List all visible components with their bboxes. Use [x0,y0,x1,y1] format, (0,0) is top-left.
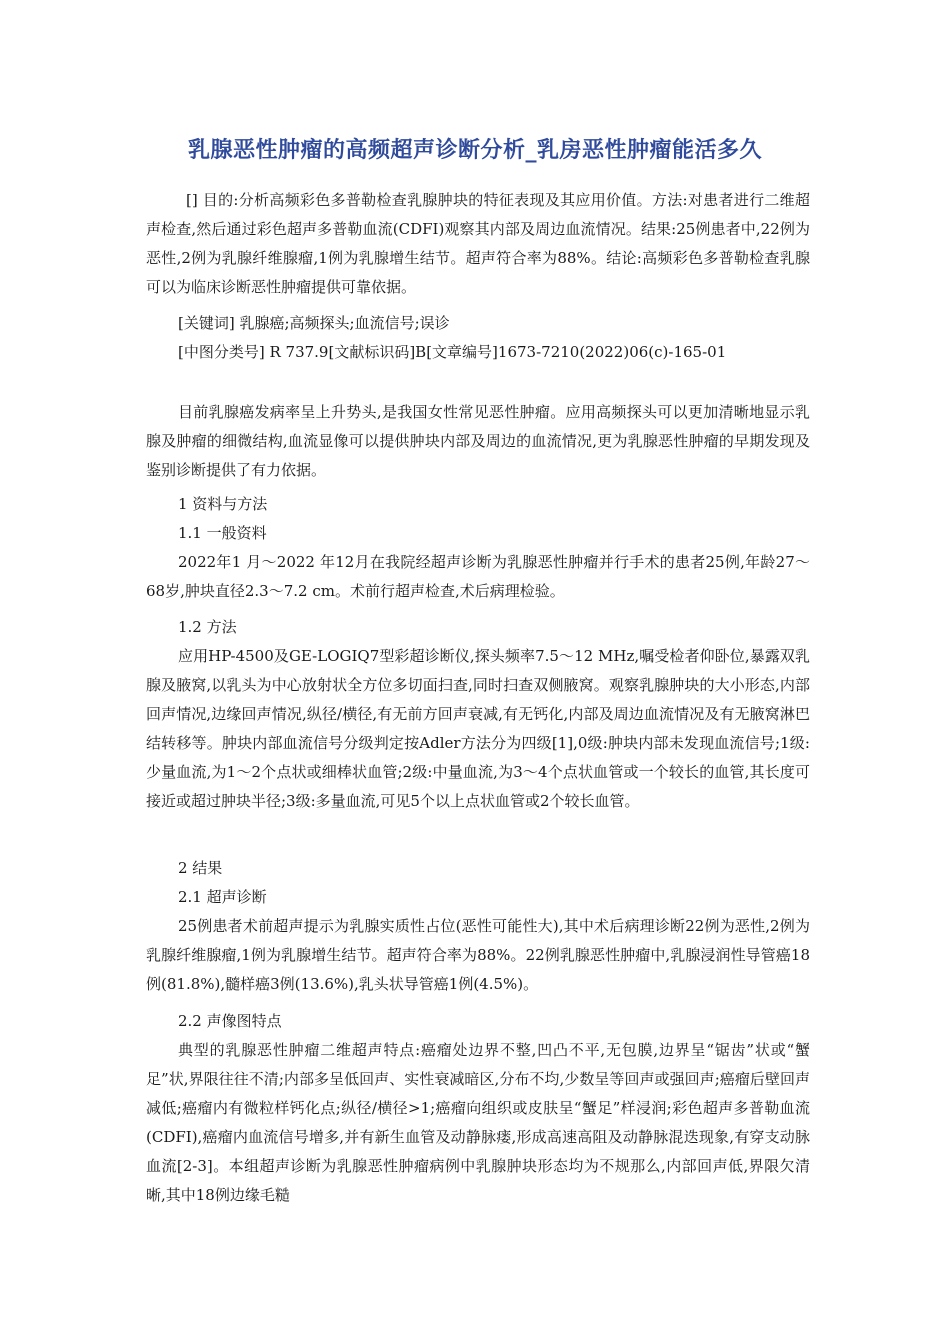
classification-line: [中图分类号] R 737.9[文献标识码]B[文章编号]1673-7210(2022)06(c)-165-01 [178,343,727,361]
abstract-paragraph: [] 目的:分析高频彩色多普勒检查乳腺肿块的特征表现及其应用价值。方法:对患者进行二维超声检查,然后通过彩色超声多普勒血流(CDFI)观察其内部及周边血流情况。结果:25例患者中,22例为恶性,2例为乳腺纤维腺瘤,1例为乳腺增生结节。超声符合率为88%。结论:高频彩色多普勒检查乳腺可以为临床诊断恶性肿瘤提供可靠依据。 [146,191,810,296]
section-2-1-heading: 2.1 超声诊断 [178,888,267,906]
section-1-1-paragraph: 2022年1 月～2022 年12月在我院经超声诊断为乳腺恶性肿瘤并行手术的患者25例,年龄27～68岁,肿块直径2.3～7.2 cm。术前行超声检查,术后病理检验。 [146,553,810,600]
section-1-2-paragraph: 应用HP-4500及GE-LOGIQ7型彩超诊断仪,探头频率7.5～12 MHz,嘱受检者仰卧位,暴露双乳腺及腋窝,以乳头为中心放射状全方位多切面扫查,同时扫查双侧腋窝。观察乳腺肿块的大小形态,内部回声情况,边缘回声情况,纵径/横径,有无前方回声衰减,有无钙化,内部及周边血流情况及有无腋窝淋巴结转移等。肿块内部血流信号分级判定按Adler方法分为四级[1],0级:肿块内部未发现血流信号;1级:少量血流,为1～2个点状或细棒状血管;2级:中量血流,为3～4个点状血管或一个较长的血管,其长度可接近或超过肿块半径;3级:多量血流,可见5个以上点状血管或2个较长血管。 [146,647,810,810]
section-2-heading: 2 结果 [178,859,223,877]
section-2-2-heading: 2.2 声像图特点 [178,1012,282,1030]
section-1-heading: 1 资料与方法 [178,495,268,513]
document-title: 乳腺恶性肿瘤的高频超声诊断分析_乳房恶性肿瘤能活多久 [187,138,762,163]
section-1-1-heading: 1.1 一般资料 [178,524,267,542]
section-1-2-heading: 1.2 方法 [178,618,237,636]
keywords-line: [关键词] 乳腺癌;高频探头;血流信号;误诊 [178,314,450,332]
section-2-1-paragraph: 25例患者术前超声提示为乳腺实质性占位(恶性可能性大),其中术后病理诊断22例为恶性,2例为乳腺纤维腺瘤,1例为乳腺增生结节。超声符合率为88%。22例乳腺恶性肿瘤中,乳腺浸润性导管癌18例(81.8%),髓样癌3例(13.6%),乳头状导管癌1例(4.5%)。 [146,917,810,993]
intro-paragraph: 目前乳腺癌发病率呈上升势头,是我国女性常见恶性肿瘤。应用高频探头可以更加清晰地显示乳腺及肿瘤的细微结构,血流显像可以提供肿块内部及周边的血流情况,更为乳腺恶性肿瘤的早期发现及鉴别诊断提供了有力依据。 [146,403,810,479]
section-2-2-paragraph: 典型的乳腺恶性肿瘤二维超声特点:癌瘤处边界不整,凹凸不平,无包膜,边界呈“锯齿”状或“蟹足”状,界限往往不清;内部多呈低回声、实性衰减暗区,分布不均,少数呈等回声或强回声;癌瘤后壁回声减低;癌瘤内有微粒样钙化点;纵径/横径>1;癌瘤向组织或皮肤呈“蟹足”样浸润;彩色超声多普勒血流(CDFI),癌瘤内血流信号增多,并有新生血管及动静脉瘘,形成高速高阻及动静脉混迭现象,有穿支动脉血流[2-3]。本组超声诊断为乳腺恶性肿瘤病例中乳腺肿块形态均为不规那么,内部回声低,界限欠清晰,其中18例边缘毛糙 [146,1041,810,1204]
